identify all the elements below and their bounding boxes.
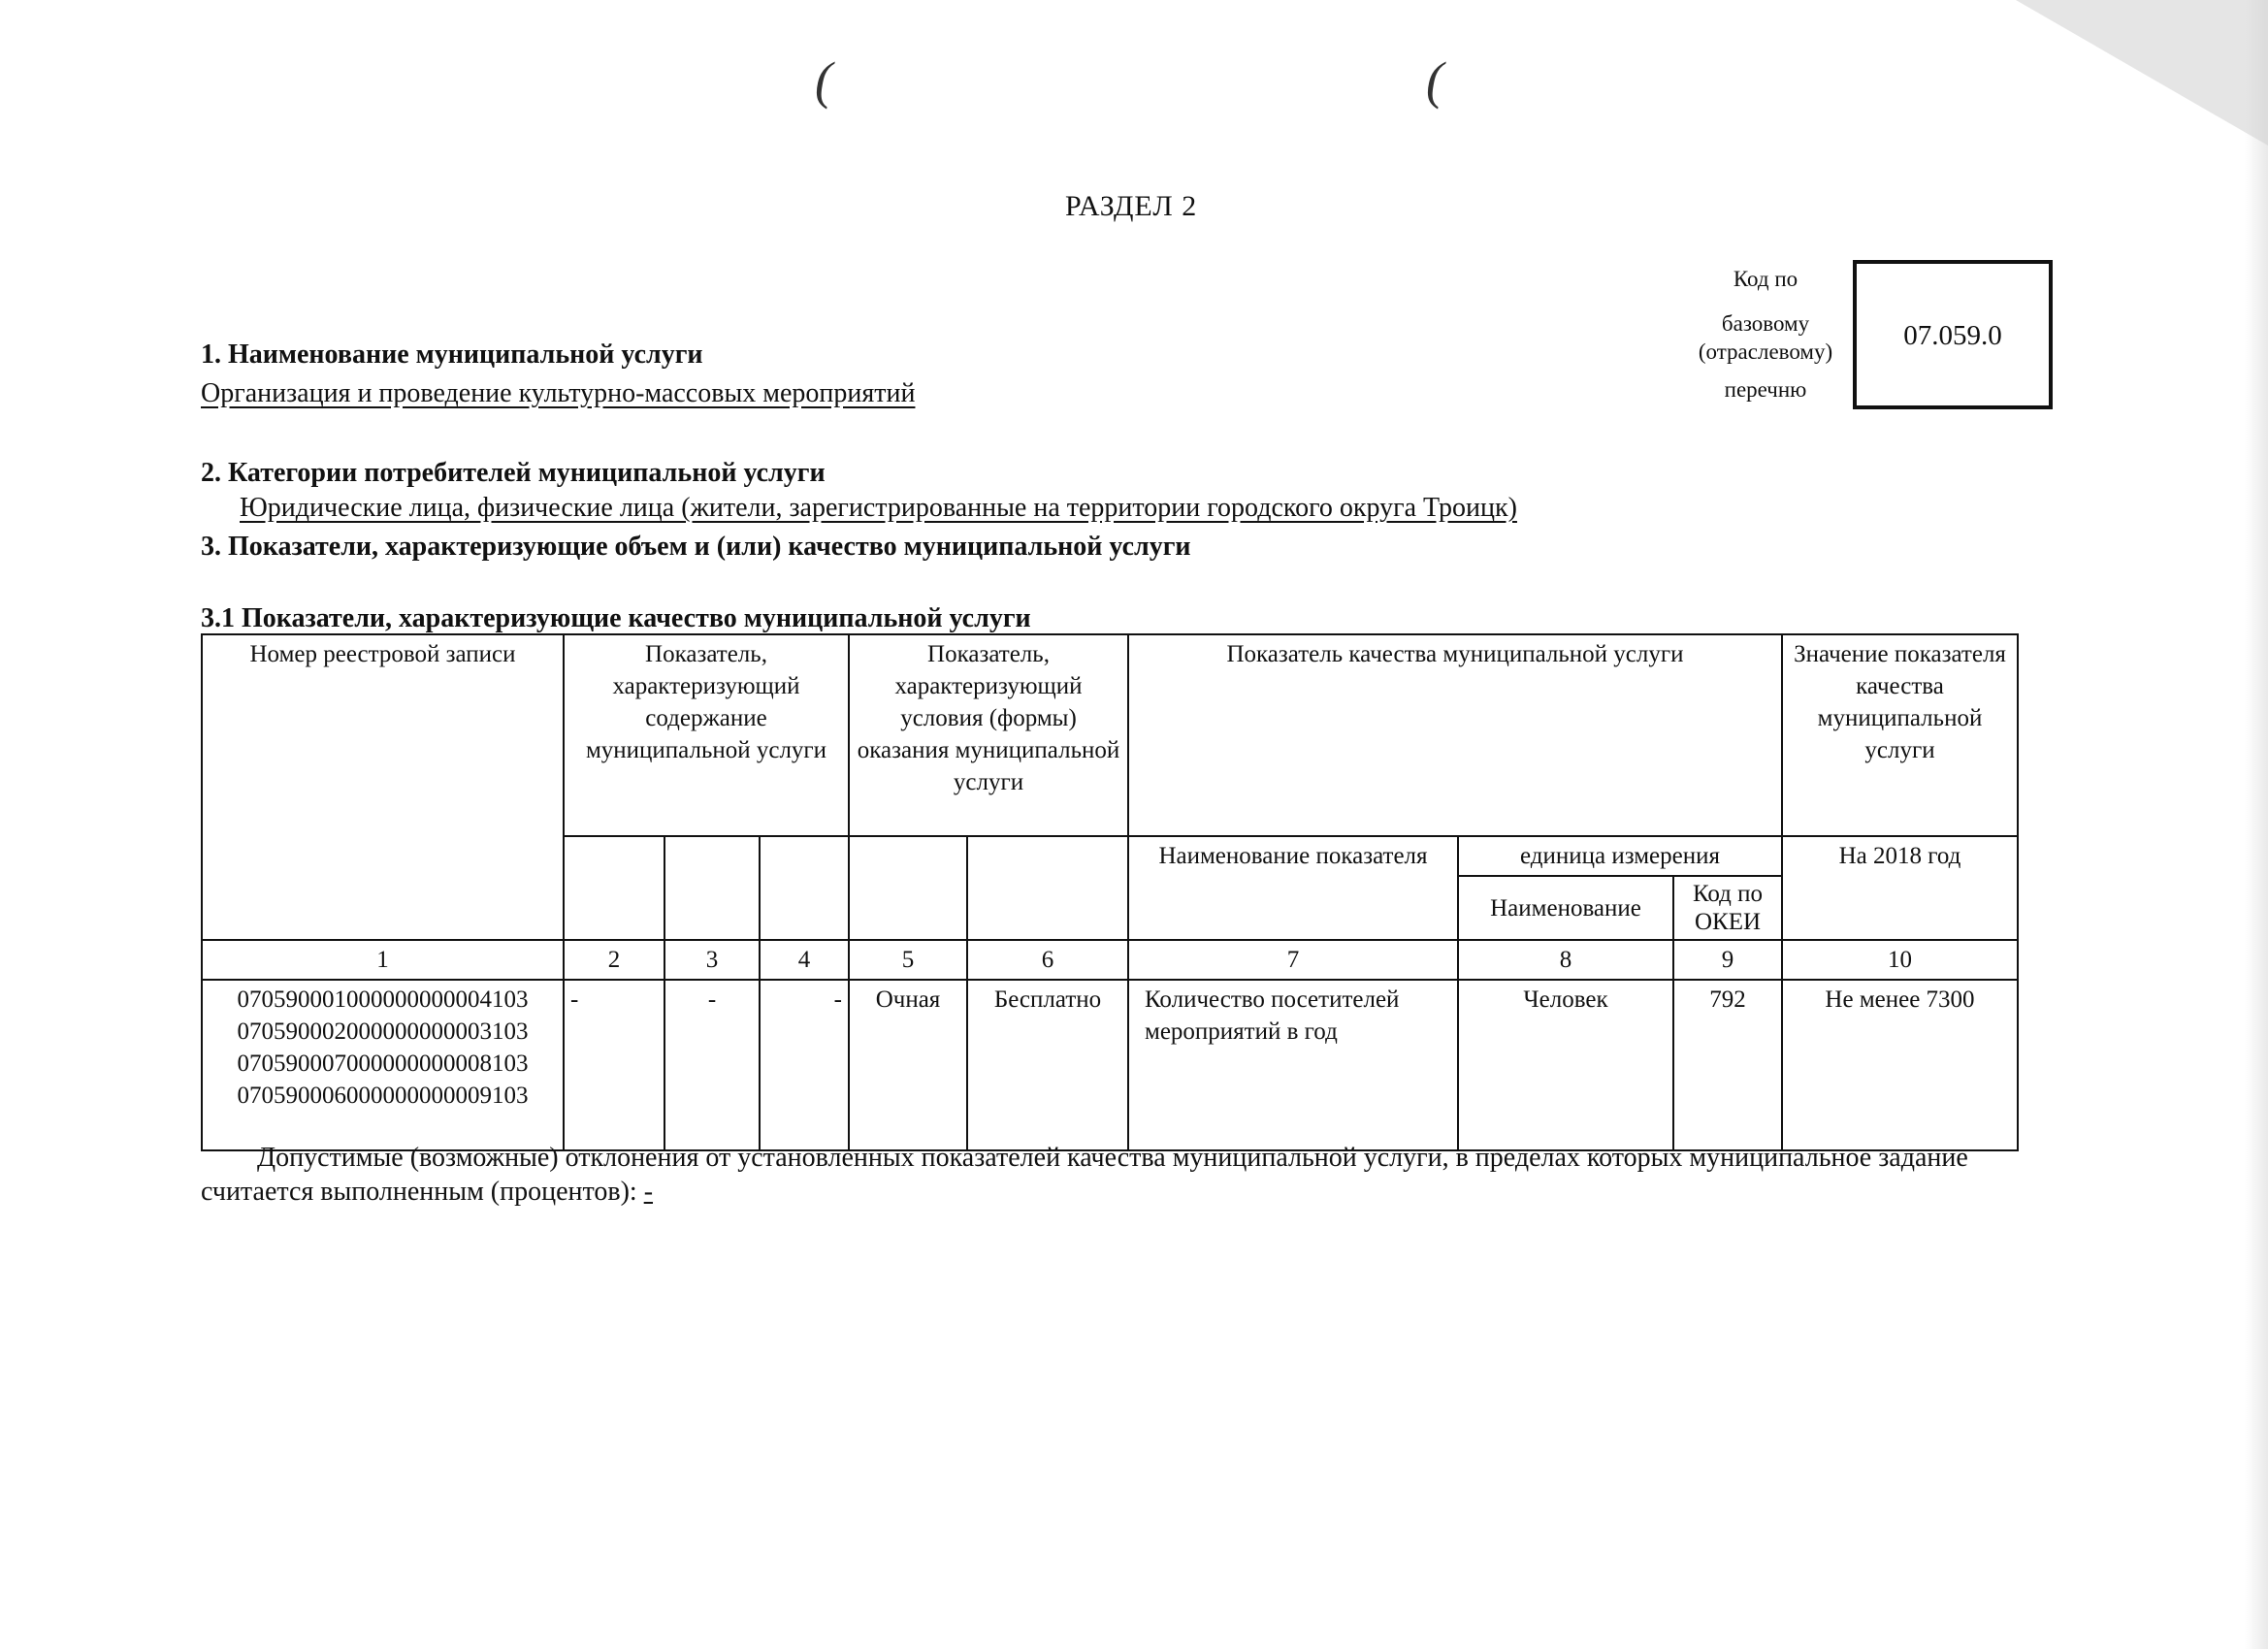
deviation-value: - — [643, 1177, 654, 1207]
header-conditions-indicator: Показатель, характеризующий условия (формы) оказания муниципальной услуги — [849, 634, 1128, 836]
punch-hole-mark-right: ( — [1426, 51, 1443, 110]
indicators-heading: 3. Показатели, характеризующие объем и (или) качество муниципальной услуги — [201, 532, 1191, 562]
header-content-indicator: Показатель, характеризующий содержание муниципальной услуги — [564, 634, 849, 836]
code-label-line: (отраслевому) — [1698, 340, 1833, 364]
column-number: 4 — [760, 940, 849, 980]
service-heading: 1. Наименование муниципальной услуги — [201, 340, 703, 370]
indicator-name-cell: Количество посетителей мероприятий в год — [1128, 980, 1458, 1150]
content-indicator-2: - — [664, 980, 760, 1150]
content-indicator-3: - — [760, 980, 849, 1150]
header-okei-code: Код по ОКЕИ — [1673, 876, 1782, 940]
deviation-text: Допустимые (возможные) отклонения от установленных показателей качества муниципальной услуги, в пределах которых муниципальное задание считается выполненным (процентов): — [201, 1143, 1968, 1207]
header-empty-cell — [664, 836, 760, 940]
header-year: На 2018 год — [1782, 836, 2018, 940]
registry-number: 070590007000000000008103 — [237, 1051, 529, 1077]
quality-table — [201, 633, 2019, 1151]
header-empty-cell — [849, 836, 967, 940]
deviation-paragraph — [201, 1141, 2015, 1209]
registry-number: 070590006000000000009103 — [237, 1083, 529, 1109]
consumers-heading: 2. Категории потребителей муниципальной услуги — [201, 458, 826, 488]
scan-edge-shadow — [2245, 0, 2268, 1649]
punch-hole-mark-left: ( — [815, 51, 832, 110]
column-number: 9 — [1673, 940, 1782, 980]
header-registry: Номер реестровой записи — [202, 634, 564, 940]
code-label-line: Код по — [1733, 267, 1798, 291]
header-indicator-value: Значение показателя качества муниципальной услуги — [1782, 634, 2018, 836]
registry-number: 070590001000000000004103 — [237, 986, 529, 1013]
header-empty-cell — [760, 836, 849, 940]
quality-heading: 3.1 Показатели, характеризующие качество муниципальной услуги — [201, 603, 1031, 633]
unit-name-cell: Человек — [1458, 980, 1673, 1150]
column-number: 5 — [849, 940, 967, 980]
service-form-cell: Очная — [849, 980, 967, 1150]
okei-code-cell: 792 — [1673, 980, 1782, 1150]
column-number: 1 — [202, 940, 564, 980]
payment-type-cell: Бесплатно — [967, 980, 1128, 1150]
column-number: 10 — [1782, 940, 2018, 980]
code-label-line: перечню — [1724, 377, 1807, 402]
scan-corner-fold — [2016, 0, 2268, 146]
section-title: РАЗДЕЛ 2 — [1065, 190, 1198, 222]
code-label-line: базовому — [1721, 311, 1810, 336]
content-indicator-1: - — [564, 980, 664, 1150]
service-name: Организация и проведение культурно-массовых мероприятий — [201, 378, 916, 408]
year-value-cell: Не менее 7300 — [1782, 980, 2018, 1150]
header-unit-name: Наименование — [1458, 876, 1673, 940]
column-number: 3 — [664, 940, 760, 980]
column-number: 8 — [1458, 940, 1673, 980]
header-unit: единица измерения — [1458, 836, 1782, 876]
column-number: 6 — [967, 940, 1128, 980]
column-number: 2 — [564, 940, 664, 980]
registry-number: 070590002000000000003103 — [237, 1018, 529, 1045]
code-value: 07.059.0 — [1903, 320, 2002, 351]
table-row — [202, 980, 2018, 1150]
header-quality-indicator: Показатель качества муниципальной услуги — [1128, 634, 1782, 836]
registry-numbers-cell — [202, 980, 564, 1150]
code-labels — [1678, 262, 1853, 406]
column-number: 7 — [1128, 940, 1458, 980]
code-box — [1853, 260, 2053, 409]
header-indicator-name: Наименование показателя — [1128, 836, 1458, 940]
consumers-value: Юридические лица, физические лица (жители, зарегистрированные на территории городского округа Троицк) — [240, 493, 1517, 523]
header-empty-cell — [564, 836, 664, 940]
header-empty-cell — [967, 836, 1128, 940]
